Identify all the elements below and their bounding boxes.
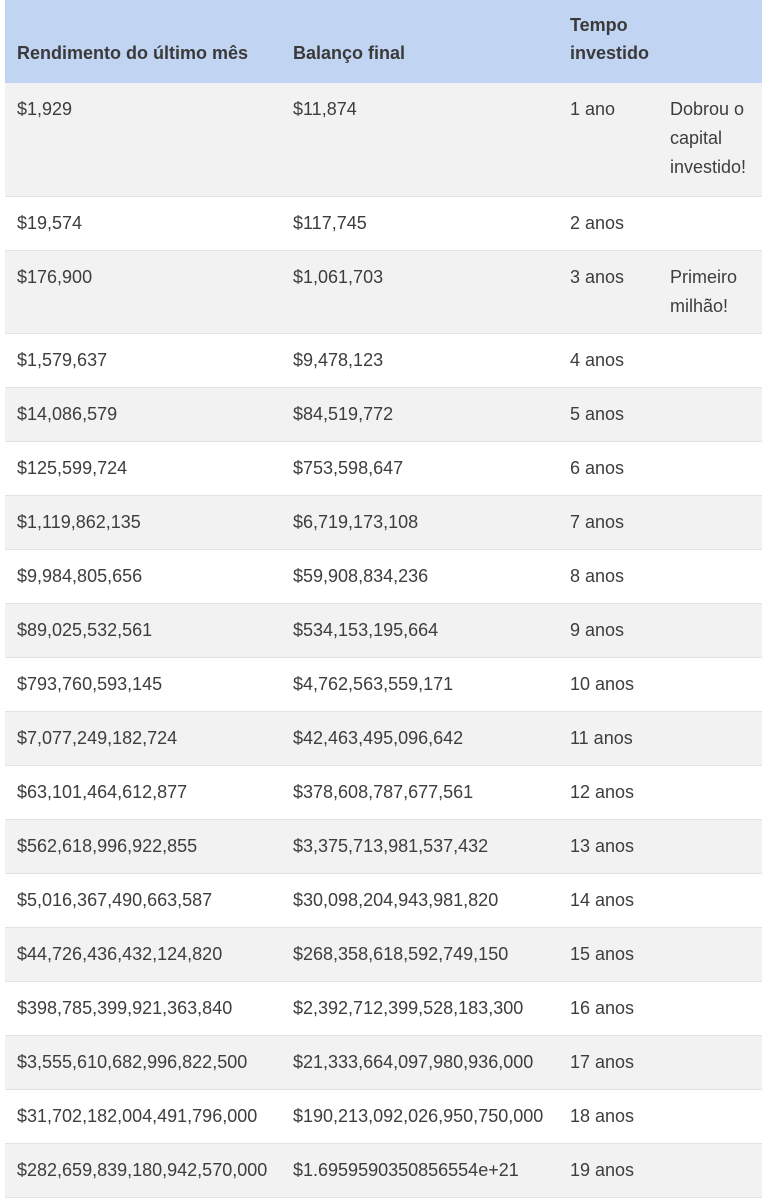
cell-nota [662,1143,762,1197]
cell-nota [662,1089,762,1143]
cell-balanco: $6,719,173,108 [293,511,419,532]
table-row [5,441,762,495]
table-row [5,711,762,765]
investment-table [5,0,762,1198]
cell-balanco: $3,375,713,981,537,432 [293,835,489,856]
cell-nota [662,603,762,657]
cell-rendimento: $63,101,464,612,877 [17,781,188,802]
cell-nota [662,765,762,819]
cell-nota [662,441,762,495]
cell-rendimento: $9,984,805,656 [17,565,143,586]
cell-tempo: 17 anos [570,1051,635,1072]
header-balanco: Balanço final [281,0,558,83]
cell-tempo: 2 anos [570,212,625,233]
cell-tempo: 16 anos [570,997,635,1018]
cell-balanco: $268,358,618,592,749,150 [293,943,509,964]
header-rendimento: Rendimento do último mês [5,0,281,83]
cell-nota: Primeiro milhão! [670,266,738,316]
cell-tempo: 6 anos [570,457,625,478]
cell-nota [662,657,762,711]
cell-tempo: 10 anos [570,673,635,694]
cell-rendimento: $7,077,249,182,724 [17,727,178,748]
cell-tempo: 12 anos [570,781,635,802]
cell-rendimento: $1,119,862,135 [17,511,141,532]
table-row [5,1143,762,1197]
cell-balanco: $9,478,123 [293,349,384,370]
cell-rendimento: $793,760,593,145 [17,673,163,694]
cell-rendimento: $31,702,182,004,491,796,000 [17,1105,258,1126]
cell-balanco: $84,519,772 [293,403,394,424]
cell-nota [662,981,762,1035]
cell-nota [662,387,762,441]
header-tempo: Tempo investido [558,0,662,83]
cell-balanco: $378,608,787,677,561 [293,781,474,802]
table-row [5,83,762,196]
table-row [5,495,762,549]
cell-tempo: 19 anos [570,1159,635,1180]
cell-rendimento: $282,659,839,180,942,570,000 [17,1159,268,1180]
header-nota [662,0,762,83]
cell-nota [662,927,762,981]
cell-rendimento: $19,574 [17,212,83,233]
cell-balanco: $21,333,664,097,980,936,000 [293,1051,534,1072]
table-row [5,196,762,250]
cell-rendimento: $176,900 [17,266,93,287]
cell-balanco: $4,762,563,559,171 [293,673,454,694]
cell-balanco: $1,061,703 [293,266,384,287]
cell-nota [662,711,762,765]
cell-nota [662,1035,762,1089]
table-row [5,549,762,603]
cell-balanco: $30,098,204,943,981,820 [293,889,499,910]
header-row [5,0,762,83]
cell-balanco: $2,392,712,399,528,183,300 [293,997,524,1018]
cell-tempo: 5 anos [570,403,625,424]
cell-tempo: 15 anos [570,943,635,964]
table-row [5,1089,762,1143]
cell-tempo: 11 anos [570,727,633,748]
cell-balanco: $753,598,647 [293,457,404,478]
cell-rendimento: $1,929 [17,99,73,119]
table-row [5,387,762,441]
cell-tempo: 13 anos [570,835,635,856]
cell-nota [662,495,762,549]
table-row [5,927,762,981]
table-row [5,819,762,873]
cell-balanco: $190,213,092,026,950,750,000 [293,1105,544,1126]
cell-rendimento: $398,785,399,921,363,840 [17,997,233,1018]
cell-nota [662,819,762,873]
table-row [5,765,762,819]
cell-tempo: 8 anos [570,565,625,586]
cell-rendimento: $1,579,637 [17,349,108,370]
cell-tempo: 7 anos [570,511,625,532]
cell-rendimento: $14,086,579 [17,403,118,424]
table-body [5,83,762,1197]
cell-balanco: $1.6959590350856554e+21 [293,1159,519,1180]
table-row [5,603,762,657]
table-row [5,981,762,1035]
table-row [5,1035,762,1089]
cell-nota [662,196,762,250]
cell-rendimento: $44,726,436,432,124,820 [17,943,223,964]
cell-rendimento: $5,016,367,490,663,587 [17,889,213,910]
table-row [5,333,762,387]
cell-rendimento: $89,025,532,561 [17,619,153,640]
cell-tempo: 18 anos [570,1105,635,1126]
cell-balanco: $42,463,495,096,642 [293,727,464,748]
table-header [5,0,762,83]
cell-nota [662,873,762,927]
cell-tempo: 14 anos [570,889,635,910]
cell-rendimento: $3,555,610,682,996,822,500 [17,1051,248,1072]
cell-tempo: 4 anos [570,349,625,370]
cell-tempo: 3 anos [570,266,625,287]
cell-nota [662,333,762,387]
cell-balanco: $534,153,195,664 [293,619,439,640]
cell-nota: Dobrou o capital investido! [670,99,747,177]
cell-balanco: $117,745 [293,212,367,233]
table-row [5,250,762,333]
table-row [5,873,762,927]
cell-tempo: 1 ano [570,99,616,119]
investment-table-container [5,0,762,1198]
cell-balanco: $59,908,834,236 [293,565,429,586]
cell-balanco: $11,874 [293,99,357,119]
cell-tempo: 9 anos [570,619,625,640]
cell-rendimento: $125,599,724 [17,457,128,478]
table-row [5,657,762,711]
cell-rendimento: $562,618,996,922,855 [17,835,198,856]
cell-nota [662,549,762,603]
